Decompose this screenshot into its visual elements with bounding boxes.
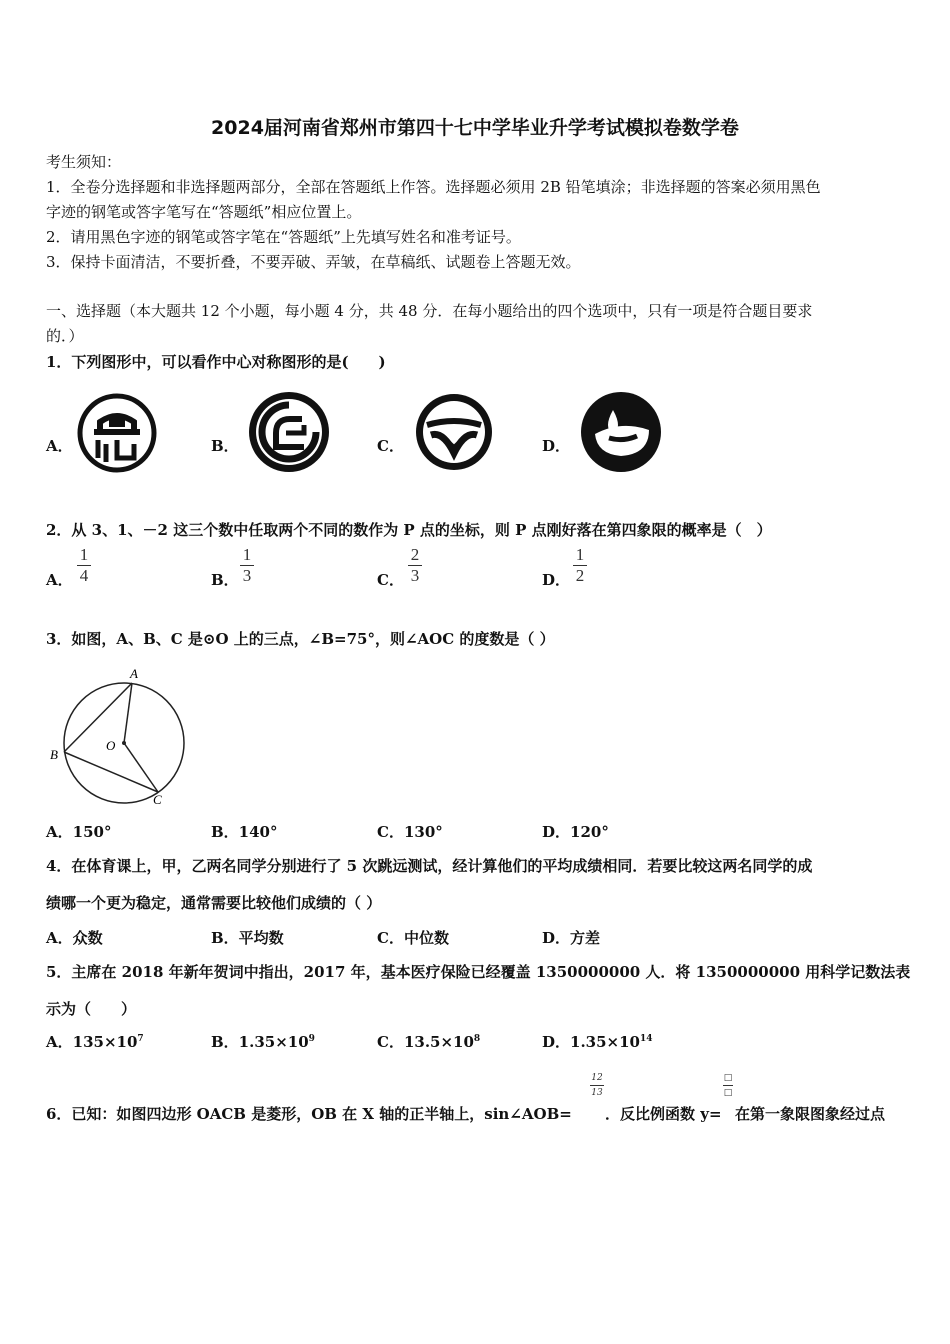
q5-option-b: B．$1.35\times 10^9$	[211, 1033, 315, 1051]
q2-option-c-denominator: 3	[410, 566, 420, 585]
q2-option-b-fraction	[239, 545, 255, 586]
q2-option-a-fraction	[76, 545, 92, 586]
q2-option-d-fraction	[572, 545, 588, 586]
q2-option-a-numerator: 1	[79, 545, 89, 564]
notice-item-3: 3．保持卡面清洁，不要折叠，不要弄破、弄皱，在草稿纸、试题卷上答题无效。	[46, 253, 581, 271]
q2-option-b-denominator: 3	[242, 566, 252, 585]
q2-option-d-numerator: 1	[575, 545, 585, 564]
q2-option-d-denominator: 2	[575, 566, 585, 585]
section-1-line-1: 一、选择题（本大题共 12 个小题，每小题 4 分，共 48 分．在每小题给出的四个选项中，只有一项是符合题目要求	[46, 302, 813, 320]
q4-option-a: A．众数	[46, 929, 103, 947]
q2-option-c-label: C．	[377, 571, 404, 589]
q2-option-a-label: A．	[46, 571, 73, 589]
q3-option-c: C．130°	[377, 823, 443, 841]
notice-heading: 考生须知：	[46, 153, 122, 171]
q1-option-b-emblem-icon	[246, 389, 332, 475]
q3-label-c: C	[153, 792, 162, 807]
q6-sin-numerator: 12	[591, 1073, 603, 1083]
q4-stem-line-1: 4．在体育课上，甲，乙两名同学分别进行了 5 次跳远测试，经计算他们的平均成绩相同．若要比较这两名同学的成	[46, 857, 813, 875]
q6-k-denominator: □	[723, 1088, 733, 1098]
q3-option-a: A．150°	[46, 823, 112, 841]
q4-stem-line-2: 绩哪一个更为稳定，通常需要比较他们成绩的（ ）	[46, 894, 382, 912]
q5-stem-line-1: 5．主席在 2018 年新年贺词中指出，2017 年，基本医疗保险已经覆盖 1350000000 人．将 1350000000 用科学记数法表	[46, 963, 911, 981]
q2-option-b-label: B．	[211, 571, 239, 589]
q2-option-c-fraction	[407, 545, 423, 586]
q3-option-d: D．120°	[542, 823, 609, 841]
q1-option-a-emblem-icon	[76, 392, 158, 474]
q3-label-a: A	[130, 666, 138, 681]
q5-option-a: A．$135\times 10^7$	[46, 1033, 144, 1051]
q3-label-b: B	[50, 747, 58, 762]
q4-option-c: C．中位数	[377, 929, 449, 947]
q2-option-c-numerator: 2	[410, 545, 420, 564]
q3-circle-figure	[46, 664, 188, 810]
q1-option-d-emblem-icon	[579, 390, 663, 474]
q4-option-d: D．方差	[542, 929, 601, 947]
q2-option-a-denominator: 4	[79, 566, 89, 585]
q1-option-c-label: C．	[377, 437, 404, 455]
q3-stem: 3．如图，A、B、C 是⊙O 上的三点，∠B=75°，则∠AOC 的度数是（ ）	[46, 630, 555, 648]
q6-k-numerator: □	[723, 1073, 733, 1083]
q6-k-fraction	[721, 1071, 735, 1100]
q2-option-d-label: D．	[542, 571, 571, 589]
q1-option-c-emblem-icon	[413, 391, 495, 473]
q1-stem: 1．下列图形中，可以看作中心对称图形的是( )	[46, 353, 386, 371]
notice-item-1-line-2: 字迹的钢笔或答字笔写在“答题纸”相应位置上。	[46, 203, 362, 221]
q5-option-d: D．$1.35\times 10^{14}$	[542, 1033, 653, 1051]
q1-option-d-label: D．	[542, 437, 571, 455]
q3-option-b: B．140°	[211, 823, 278, 841]
notice-item-1-line-1: 1．全卷分选择题和非选择题两部分，全部在答题纸上作答。选择题必须用 2B 铅笔填涂；非选择题的答案必须用黑色	[46, 178, 821, 196]
q6-stem-part-1: 6．已知：如图四边形 OACB 是菱形，OB 在 X 轴的正半轴上，sin∠AOB=	[46, 1105, 572, 1123]
section-1-line-2: 的．）	[46, 327, 84, 345]
q2-stem: 2．从 3、1、－2 这三个数中任取两个不同的数作为 P 点的坐标，则 P 点刚好落在第四象限的概率是（ ）	[46, 521, 772, 539]
q1-option-b-label: B．	[211, 437, 239, 455]
q5-option-c: C．$13.5\times 10^8$	[377, 1033, 481, 1051]
q6-stem-part-2: ．反比例函数 y=	[605, 1105, 722, 1123]
q1-option-a-label: A．	[46, 437, 73, 455]
page-title: 2024届河南省郑州市第四十七中学毕业升学考试模拟卷数学卷	[211, 117, 739, 139]
q6-sin-fraction	[587, 1071, 607, 1100]
q6-sin-denominator: 13	[591, 1088, 603, 1098]
q5-stem-line-2: 示为（ ）	[46, 1000, 137, 1018]
q4-option-b: B．平均数	[211, 929, 284, 947]
q2-option-b-numerator: 1	[242, 545, 252, 564]
notice-item-2: 2．请用黑色字迹的钢笔或答字笔在“答题纸”上先填写姓名和准考证号。	[46, 228, 521, 246]
q6-stem-part-3: 在第一象限图象经过点	[735, 1105, 886, 1123]
q3-label-o: O	[106, 738, 116, 753]
